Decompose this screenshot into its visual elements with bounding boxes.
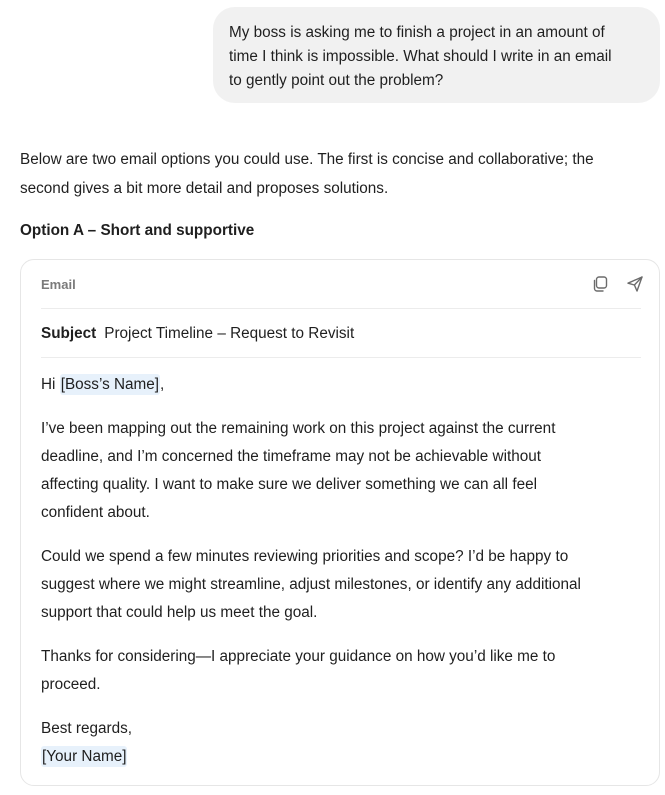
user-message-line: to gently point out the problem? — [229, 72, 444, 89]
email-paragraph-3 — [41, 643, 631, 699]
copy-button[interactable] — [589, 273, 611, 295]
response-intro-line: second gives a bit more detail and proposes solutions. — [20, 180, 389, 197]
email-paragraph-1 — [41, 415, 631, 527]
email-line: proceed. — [41, 676, 101, 693]
email-signoff — [41, 715, 631, 771]
email-line: support that could help us meet the goal. — [41, 604, 318, 621]
subject-row — [41, 322, 354, 346]
option-heading: Option A – Short and supportive — [20, 222, 255, 239]
user-message-line: My boss is asking me to finish a project in an amount of — [229, 24, 605, 41]
response-intro — [20, 145, 650, 203]
signature-placeholder: [Your Name] — [42, 748, 127, 765]
user-message-line: time I think is impossible. What should I write in an email — [229, 48, 612, 65]
response-intro-line: Below are two email options you could use. The first is concise and collaborative; the — [20, 151, 594, 168]
email-paragraph-2 — [41, 543, 631, 627]
email-card-label: Email — [41, 277, 76, 292]
greeting-prefix: Hi — [41, 376, 60, 393]
closing-text: Best regards, — [41, 720, 132, 737]
send-icon — [626, 275, 644, 293]
subject-divider — [41, 357, 641, 358]
greeting-suffix: , — [160, 376, 165, 393]
boss-name-placeholder: [Boss’s Name] — [60, 376, 160, 393]
copy-icon — [591, 275, 609, 293]
email-card — [20, 259, 660, 786]
header-divider — [41, 308, 641, 309]
subject-label: Subject — [41, 325, 97, 342]
email-body — [41, 371, 631, 771]
email-line: suggest where we might streamline, adjust milestones, or identify any additional — [41, 576, 581, 593]
user-message-bubble — [213, 7, 660, 103]
email-card-header — [21, 260, 659, 310]
email-line: affecting quality. I want to make sure we deliver something we can all feel — [41, 476, 537, 493]
email-line: I’ve been mapping out the remaining work on this project against the current — [41, 420, 556, 437]
email-line: Could we spend a few minutes reviewing priorities and scope? I’d be happy to — [41, 548, 569, 565]
email-line: confident about. — [41, 504, 150, 521]
email-greeting — [41, 371, 631, 399]
email-line: Thanks for considering—I appreciate your guidance on how you’d like me to — [41, 648, 556, 665]
subject-value: Project Timeline – Request to Revisit — [104, 325, 355, 342]
send-button[interactable] — [624, 273, 646, 295]
email-line: deadline, and I’m concerned the timeframe may not be achievable without — [41, 448, 541, 465]
